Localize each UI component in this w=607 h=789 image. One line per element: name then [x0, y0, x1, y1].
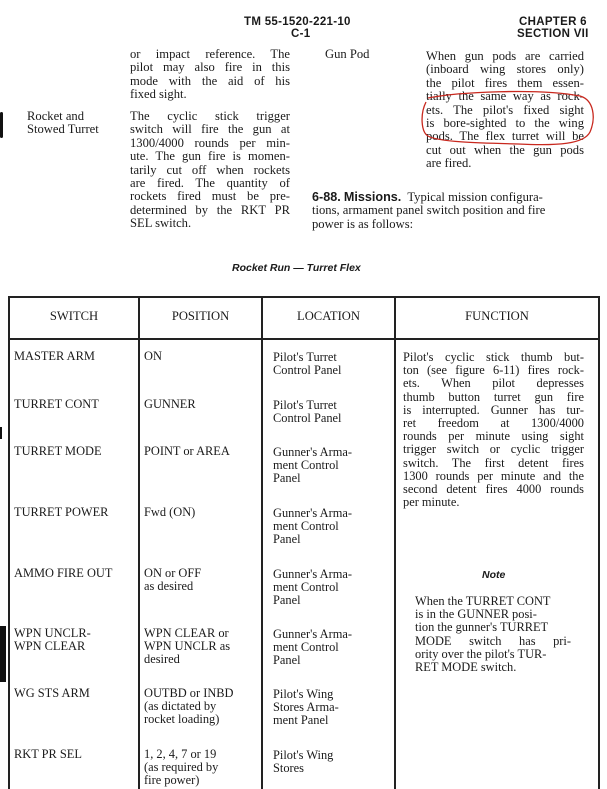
text-line: 1300 rounds per minute and the: [403, 468, 584, 483]
text-line: The cyclic stick trigger: [130, 109, 290, 123]
cell-text: fire power): [144, 773, 200, 788]
text-line: or impact reference. The: [130, 47, 290, 61]
cell-text: WPN CLEAR: [14, 639, 86, 654]
table-row-position: [144, 567, 201, 593]
text-line: (inboard wing stores only): [426, 62, 584, 77]
cell-text: MASTER ARM: [14, 349, 95, 363]
table-row-position: [144, 350, 162, 363]
column-header-location: LOCATION: [297, 309, 360, 323]
cell-text: Pilot's Turret: [273, 350, 337, 364]
text-line: the pilot fires them essen-: [426, 75, 584, 90]
text-line: mode with the aid of his: [130, 73, 290, 88]
cell-text: ment Control: [273, 458, 339, 473]
text-line: 1300/4000 rounds per min-: [130, 135, 290, 150]
cell-text: POINT or AREA: [144, 444, 230, 458]
text-line: When gun pods are carried: [426, 49, 584, 63]
cell-text: GUNNER: [144, 397, 196, 411]
note-text: [415, 595, 571, 674]
table-row-position: [144, 506, 195, 519]
table-row-switch: [14, 445, 102, 458]
text-line: tially the same way as rock-: [426, 89, 584, 104]
text-line: When the TURRET CONT: [415, 594, 551, 608]
table-row-position: [144, 398, 196, 411]
cell-text: OUTBD or INBD: [144, 686, 234, 700]
text-line: is bore-sighted to the wing: [426, 116, 584, 131]
missions-number: 6-88.: [312, 190, 341, 204]
function-description: [403, 351, 584, 509]
cell-text: ON or OFF: [144, 566, 202, 580]
label-line: Stowed Turret: [27, 122, 99, 137]
document-number: TM 55-1520-221-10: [244, 16, 351, 28]
cell-text: Panel: [273, 532, 301, 547]
table-title: Rocket Run — Turret Flex: [232, 262, 361, 274]
cell-text: AMMO FIRE OUT: [14, 566, 113, 580]
missions-paragraph: [312, 191, 588, 231]
cell-text: (as dictated by: [144, 699, 217, 714]
cell-text: 1, 2, 4, 7 or 19: [144, 747, 217, 761]
text-line: Pilot's cyclic stick thumb but-: [403, 350, 584, 364]
text-line: are fired.: [426, 156, 472, 171]
cell-text: ON: [144, 349, 162, 363]
column-header-switch: SWITCH: [49, 309, 99, 323]
cell-text: Panel: [273, 593, 301, 608]
table-row-position: [144, 445, 230, 458]
cell-text: desired: [144, 652, 180, 667]
text-line: switch will fire the gun at: [130, 122, 290, 137]
change-number: C-1: [291, 28, 311, 40]
table-row-position: [144, 687, 233, 727]
change-bar: [0, 112, 3, 138]
table-header-border: [8, 338, 600, 340]
cell-text: Gunner's Arma-: [273, 567, 352, 581]
text-line: are fired. The quantity of: [130, 176, 290, 191]
text-line: power is as follows:: [312, 216, 414, 231]
cell-text: ment Panel: [273, 713, 329, 728]
cell-text: rocket loading): [144, 712, 220, 727]
table-row-location: [273, 446, 352, 486]
text-line: ret freedom at 1300/4000: [403, 416, 584, 431]
text-line: Typical mission configura-: [407, 190, 543, 204]
text-line: switch. The first detent fires: [403, 455, 584, 470]
cell-text: (as required by: [144, 760, 219, 775]
cell-text: WPN CLEAR or: [144, 626, 229, 640]
table-left-border: [8, 296, 10, 789]
table-right-border: [598, 296, 600, 789]
table-row-location: [273, 568, 352, 608]
red-annotation-circle: [418, 88, 596, 150]
cell-text: Gunner's Arma-: [273, 627, 352, 641]
missions-heading: Missions.: [343, 190, 402, 204]
table-row-switch: [14, 627, 91, 653]
cell-text: Panel: [273, 471, 301, 486]
text-line: pods. The flex turret will be: [426, 129, 584, 144]
cell-text: ment Control: [273, 640, 339, 655]
table-row-position: [144, 748, 218, 788]
text-line: trigger switch or cyclic trigger: [403, 442, 584, 457]
annotation-stroke: [422, 89, 593, 145]
cell-text: Gunner's Arma-: [273, 506, 352, 520]
text-line: tion the gunner's TURRET: [415, 620, 549, 635]
cell-text: Pilot's Wing: [273, 748, 334, 762]
text-line: ute. The gun fire is momen-: [130, 149, 290, 164]
cell-text: Gunner's Arma-: [273, 445, 352, 459]
text-line: second detent fires 4000 rounds: [403, 482, 584, 497]
change-bar: [0, 427, 2, 439]
cell-text: Control Panel: [273, 411, 342, 426]
text-line: MODE switch has pri-: [415, 633, 571, 648]
table-row-location: [273, 628, 352, 668]
cell-text: WG STS ARM: [14, 686, 90, 700]
cell-text: Fwd (ON): [144, 505, 196, 519]
cell-text: TURRET MODE: [14, 444, 102, 458]
table-top-border: [8, 296, 600, 298]
rocket-stowed-turret-paragraph: [130, 110, 290, 231]
table-row-switch: [14, 350, 95, 363]
rocket-stowed-turret-label: [27, 110, 99, 137]
chapter-label: CHAPTER 6: [519, 16, 587, 28]
table-row-switch: [14, 398, 99, 411]
column-divider: [261, 296, 263, 789]
text-line: ets. When pilot depresses: [403, 376, 584, 391]
missions-first-line: [312, 191, 588, 204]
label-line: Rocket and: [27, 109, 85, 123]
cell-text: RKT PR SEL: [14, 747, 82, 761]
text-line: rockets fired must be pre-: [130, 189, 290, 204]
text-line: SEL switch.: [130, 216, 192, 231]
column-divider: [394, 296, 396, 789]
table-row-switch: [14, 567, 112, 580]
cell-text: TURRET CONT: [14, 397, 99, 411]
text-line: determined by the RKT PR: [130, 202, 290, 217]
gun-pod-label: Gun Pod: [325, 47, 370, 61]
text-line: tions, armament panel switch position and fire: [312, 203, 546, 218]
column-header-function: FUNCTION: [465, 309, 529, 323]
cell-text: Pilot's Wing: [273, 687, 334, 701]
text-line: ority over the pilot's TUR-: [415, 646, 547, 661]
text-line: ton (see figure 6-11) fires rock-: [403, 363, 584, 378]
table-row-location: [273, 351, 342, 377]
table-row-location: [273, 507, 352, 547]
column-divider: [138, 296, 140, 789]
cell-text: WPN UNCLR as: [144, 639, 231, 654]
cell-text: TURRET POWER: [14, 505, 109, 519]
cell-text: Pilot's Turret: [273, 398, 337, 412]
text-line: is in the GUNNER posi-: [415, 607, 537, 622]
cell-text: Stores: [273, 761, 304, 776]
text-line: per minute.: [403, 495, 460, 510]
table-row-location: [273, 688, 339, 728]
cell-text: ment Control: [273, 580, 339, 595]
cell-text: Control Panel: [273, 363, 342, 378]
note-heading: Note: [482, 569, 506, 581]
cell-text: as desired: [144, 579, 194, 594]
table-row-switch: [14, 506, 108, 519]
text-line: cut out when the gun pods: [426, 142, 584, 157]
text-line: pilot may also fire in this: [130, 60, 290, 75]
text-line: fixed sight.: [130, 87, 187, 102]
table-row-switch: [14, 687, 90, 700]
text-line: thumb button turret gun fire: [403, 389, 584, 404]
table-row-location: [273, 749, 333, 775]
text-line: rounds per minute using sight: [403, 429, 584, 444]
cell-text: Panel: [273, 653, 301, 668]
text-line: tarily cut off when rockets: [130, 162, 290, 177]
column-header-position: POSITION: [171, 309, 230, 323]
cell-text: WPN UNCLR-: [14, 626, 91, 640]
table-row-switch: [14, 748, 82, 761]
cell-text: Stores Arma-: [273, 700, 339, 715]
section-label: SECTION VII: [517, 28, 589, 40]
text-line: ets. The pilot's fixed sight: [426, 102, 584, 117]
table-row-location: [273, 399, 342, 425]
impact-reference-paragraph: [130, 48, 290, 102]
change-bar: [0, 626, 6, 682]
cell-text: ment Control: [273, 519, 339, 534]
text-line: is interrupted. Gunner has tur-: [403, 402, 584, 417]
text-line: RET MODE switch.: [415, 660, 517, 675]
table-row-position: [144, 627, 230, 667]
